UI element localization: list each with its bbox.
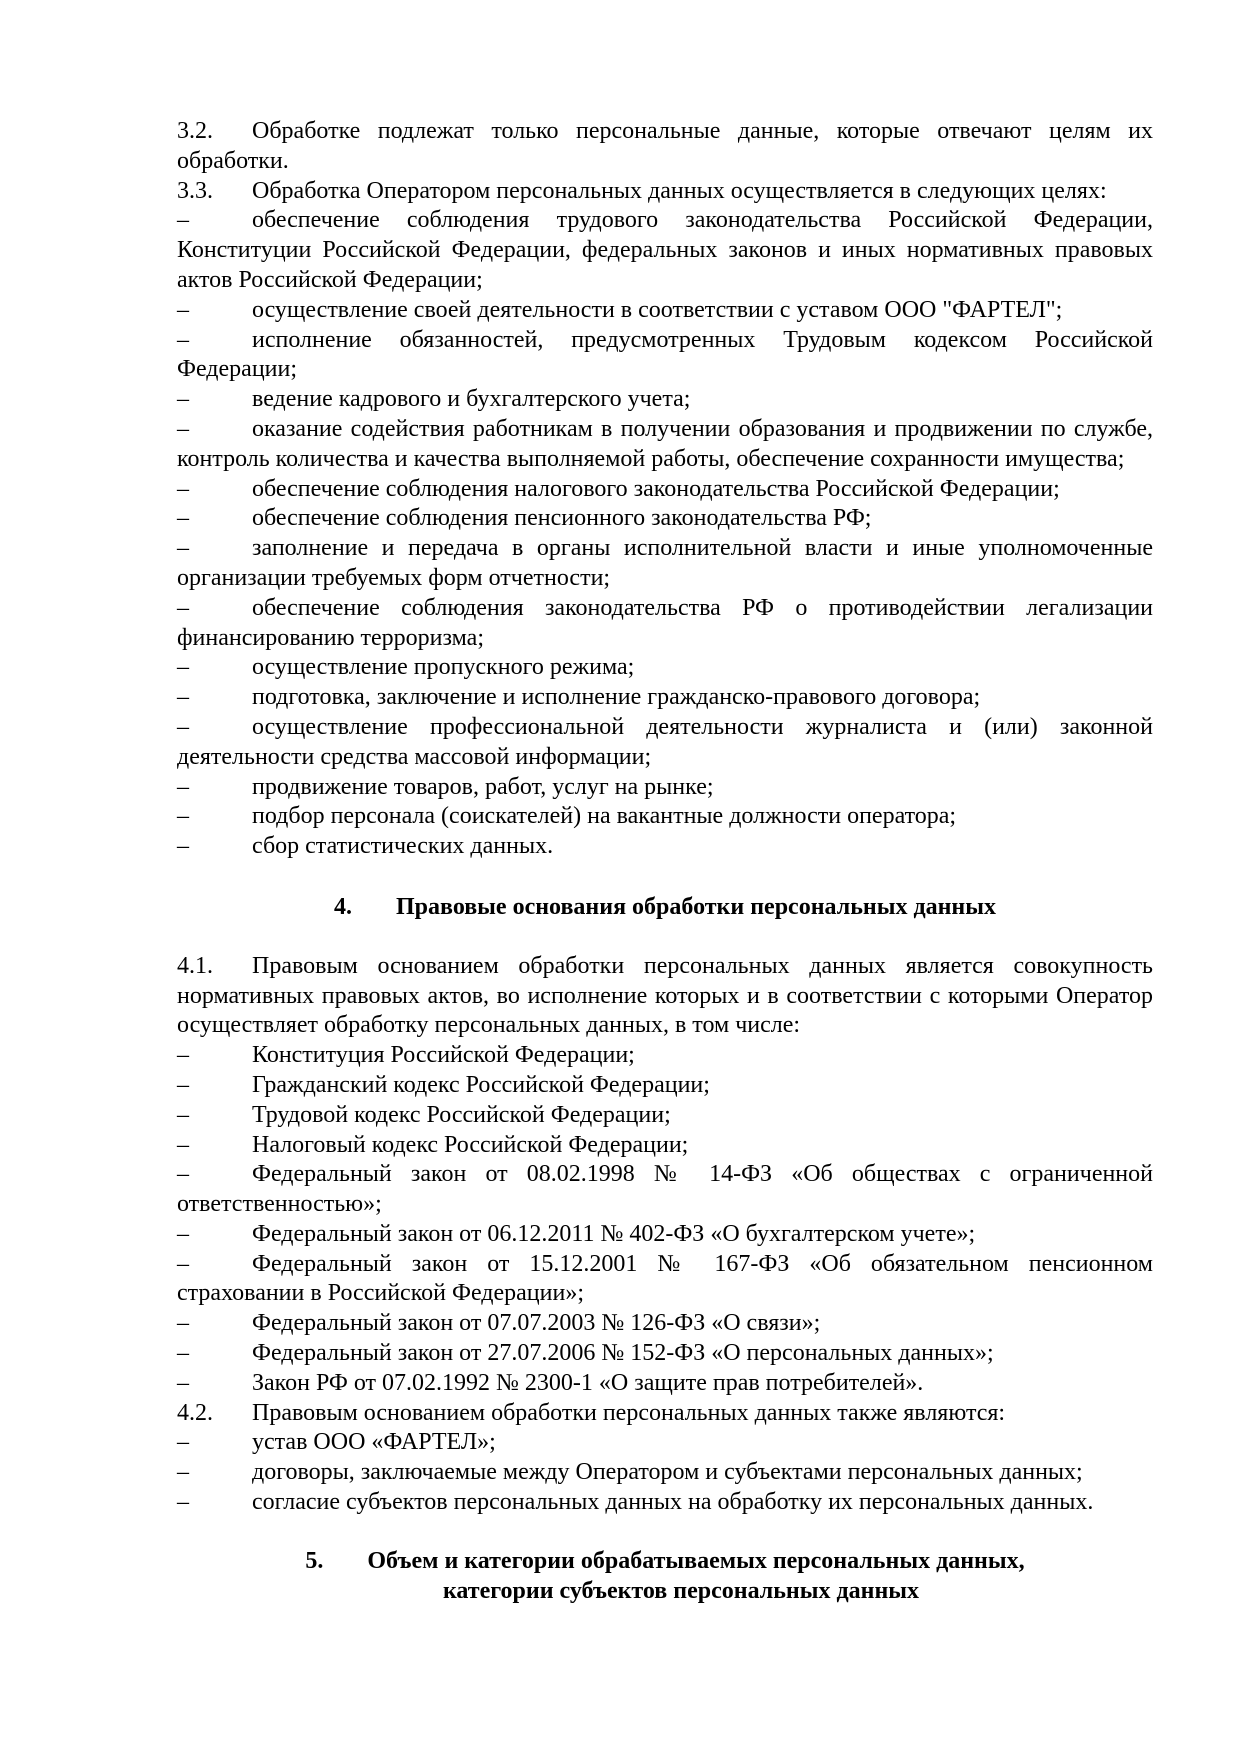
document-body [177,117,1153,1606]
list-item-text: продвижение товаров, работ, услуг на рынке; [252,773,714,800]
heading-title-line-2: категории субъектов персональных данных [442,1577,920,1604]
list-item-text: Закон РФ от 07.02.1992 № 2300-1 «О защите прав потребителей». [252,1369,924,1396]
dash-marker: – [177,296,189,323]
heading-title-line-1: Объем и категории обрабатываемых персональных данных, [367,1547,1025,1574]
paragraph-text: Правовым основанием обработки персональных данных также являются: [252,1399,1006,1426]
dash-marker: – [177,594,189,621]
dash-marker: – [177,535,189,562]
list-item [177,385,1153,415]
list-item [177,206,1153,295]
list-item-text: обеспечение соблюдения законодательства РФ о противодействии легализации финансированию терроризма; [177,594,1153,651]
list-item-text: оказание содействия работникам в получении образования и продвижении по службе, контроль количества и качества выполняемой работы, обеспечение сохранности имущества; [177,415,1153,472]
list-item-text: согласие субъектов персональных данных на обработку их персональных данных. [252,1489,1094,1516]
list-item [177,653,1153,683]
list-item [177,1131,1153,1161]
list-item [177,1220,1153,1250]
dash-marker: – [177,1369,189,1396]
list-item-text: Федеральный закон от 15.12.2001 № 167-ФЗ «Об обязательном пенсионном страховании в Российской Федерации»; [177,1250,1153,1307]
paragraph-4-2 [177,1399,1153,1429]
list-item-text: заполнение и передача в органы исполнительной власти и иные уполномоченные организации требуемых форм отчетности; [177,535,1153,591]
dash-marker: – [177,1220,189,1247]
dash-marker: – [177,505,189,532]
dash-marker: – [177,1340,189,1367]
list-item [177,1160,1153,1220]
list-item [177,475,1153,505]
list-item [177,1041,1153,1071]
list-item [177,1071,1153,1101]
heading-number: 4. [334,893,352,920]
dash-marker: – [177,386,189,413]
dash-marker: – [177,1131,189,1158]
dash-marker: – [177,475,189,502]
list-item [177,802,1153,832]
list-item-text: устав ООО «ФАРТЕЛ»; [252,1429,496,1456]
list-item-text: Конституция Российской Федерации; [252,1042,635,1069]
dash-marker: – [177,1161,189,1188]
list-item [177,504,1153,534]
section-heading-4 [177,893,1153,923]
dash-marker: – [177,833,189,860]
list-item-text: обеспечение соблюдения пенсионного законодательства РФ; [252,505,872,532]
dash-marker: – [177,803,189,830]
list-item [177,296,1153,326]
list-item-text: подбор персонала (соискателей) на вакантные должности оператора; [252,803,957,830]
dash-marker: – [177,654,189,681]
dash-marker: – [177,773,189,800]
list-item [177,1339,1153,1369]
list-item-text: договоры, заключаемые между Оператором и субъектами персональных данных; [252,1459,1083,1486]
list-item [177,534,1153,594]
paragraph-4-1 [177,952,1153,1041]
list-item [177,1101,1153,1131]
list-item-text: исполнение обязанностей, предусмотренных Трудовым кодексом Российской Федерации; [177,326,1153,383]
dash-marker: – [177,1429,189,1456]
heading-number: 5. [305,1547,324,1574]
list-item-text: подготовка, заключение и исполнение гражданско-правового договора; [252,684,981,711]
list-item [177,1309,1153,1339]
list-item-text: Трудовой кодекс Российской Федерации; [252,1101,671,1128]
paragraph-text: Обработке подлежат только персональные данные, которые отвечают целям их обработки. [177,118,1153,174]
list-item-text: Федеральный закон от 06.12.2011 № 402-ФЗ «О бухгалтерском учете»; [252,1220,976,1247]
list-item-text: осуществление профессиональной деятельности журналиста и (или) законной деятельности средства массовой информации; [177,713,1153,770]
dash-marker: – [177,207,189,234]
list-item [177,415,1153,475]
list-item-text: Федеральный закон от 07.07.2003 № 126-ФЗ «О связи»; [252,1310,821,1337]
list-item [177,683,1153,713]
list-item [177,832,1153,862]
dash-marker: – [177,1250,189,1277]
dash-marker: – [177,1042,189,1069]
list-item-text: ведение кадрового и бухгалтерского учета; [252,386,691,413]
spacer [177,1518,1153,1547]
spacer [177,862,1153,893]
section-heading-5 [177,1547,1153,1577]
list-item [177,1458,1153,1488]
list-item [177,1488,1153,1518]
list-item [177,1428,1153,1458]
dash-marker: – [177,1101,189,1128]
dash-marker: – [177,1310,189,1337]
paragraph-3-3 [177,177,1153,207]
dash-marker: – [177,326,189,353]
list-item [177,1369,1153,1399]
list-item-text: Федеральный закон от 08.02.1998 № 14-ФЗ «Об обществах с ограниченной ответственностью»; [177,1161,1153,1218]
list-item-text: Налоговый кодекс Российской Федерации; [252,1131,689,1158]
dash-marker: – [177,684,189,711]
list-item [177,773,1153,803]
dash-marker: – [177,1489,189,1516]
paragraph-text: Обработка Оператором персональных данных осуществляется в следующих целях: [252,177,1107,204]
list-item-text: осуществление пропускного режима; [252,654,635,681]
spacer [177,923,1153,952]
dash-marker: – [177,1071,189,1098]
paragraph-number: 4.2. [177,1399,213,1426]
dash-marker: – [177,713,189,740]
list-item-text: Федеральный закон от 27.07.2006 № 152-ФЗ «О персональных данных»; [252,1340,994,1367]
dash-marker: – [177,1459,189,1486]
paragraph-number: 4.1. [177,952,213,979]
paragraph-text: Правовым основанием обработки персональных данных является совокупность нормативных правовых актов, во исполнение которых и в соответствии с которыми Оператор осуществляет обработку персональных данных, в том числе: [177,952,1153,1039]
heading-title: Правовые основания обработки персональных данных [396,893,996,920]
list-item [177,326,1153,386]
list-item [177,1250,1153,1310]
list-item-text: осуществление своей деятельности в соответствии с уставом ООО "ФАРТЕЛ"; [252,296,1063,323]
list-item-text: обеспечение соблюдения трудового законодательства Российской Федерации, Конституции Российской Федерации, федеральных законов и иных нормативных правовых актов Российской Федерации; [177,207,1153,293]
list-item-text: сбор статистических данных. [252,833,554,860]
paragraph-3-2 [177,117,1153,177]
dash-marker: – [177,415,189,442]
list-item [177,594,1153,654]
paragraph-number: 3.2. [177,118,213,144]
list-item-text: Гражданский кодекс Российской Федерации; [252,1071,710,1098]
list-item [177,713,1153,773]
paragraph-number: 3.3. [177,177,213,204]
list-item-text: обеспечение соблюдения налогового законодательства Российской Федерации; [252,475,1060,502]
